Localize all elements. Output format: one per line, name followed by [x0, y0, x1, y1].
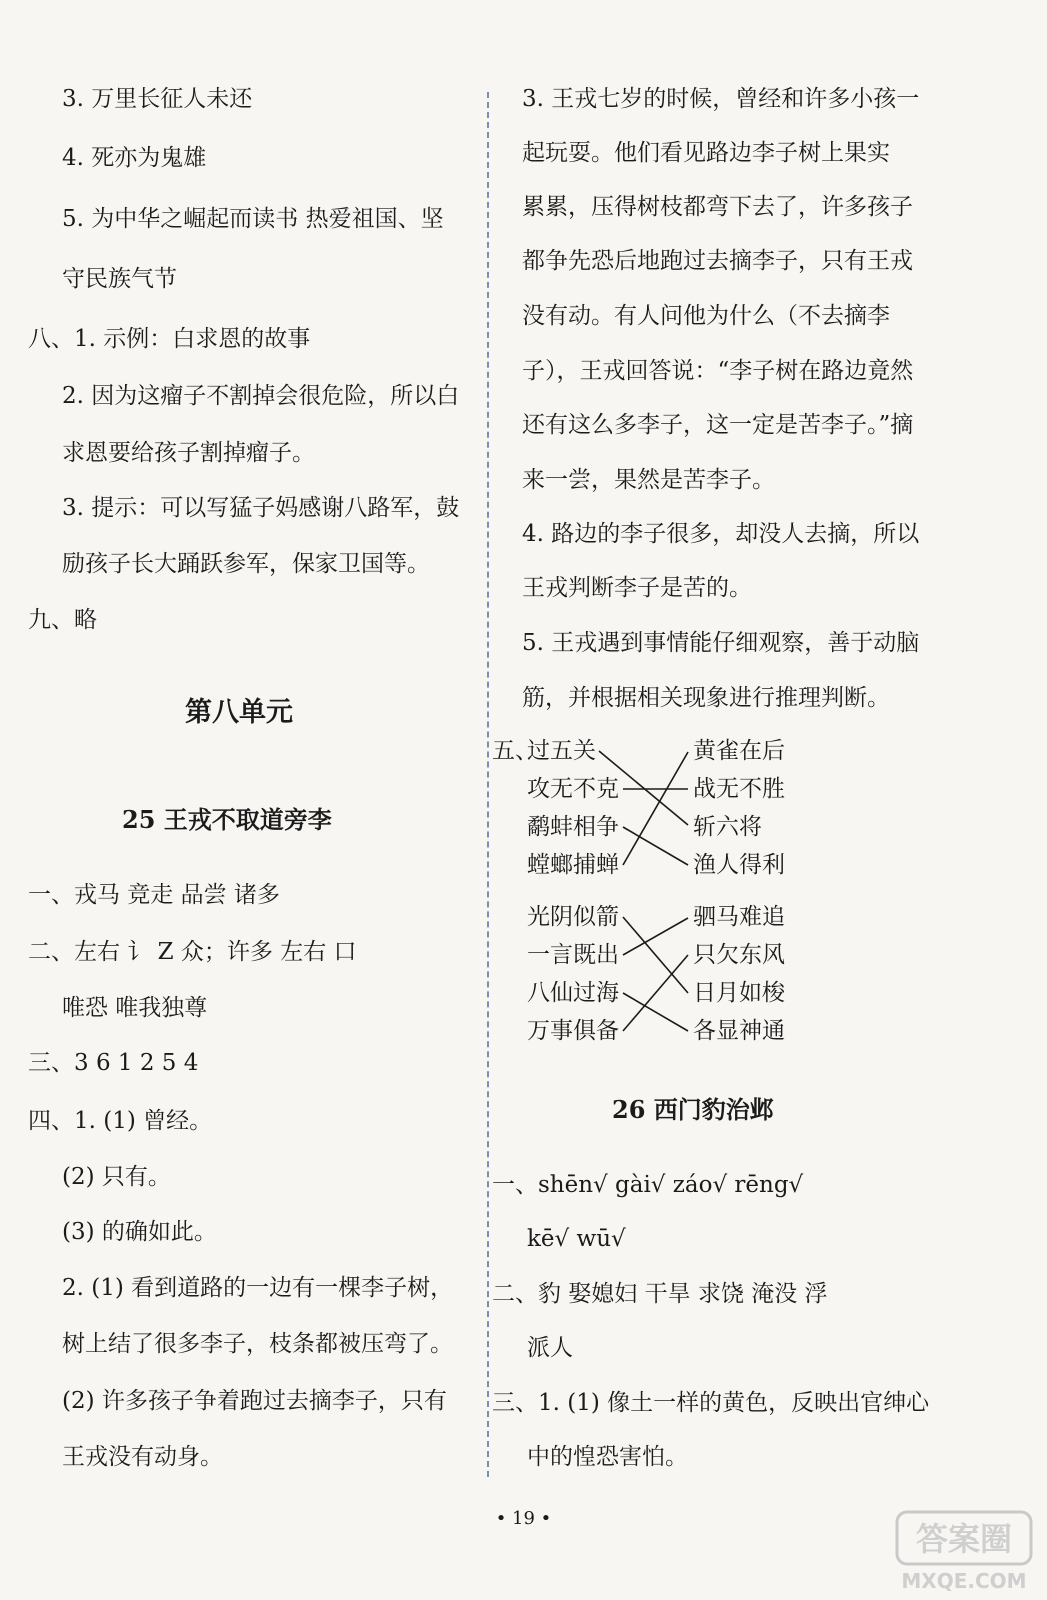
answer-line: kē√ wū√: [527, 1226, 626, 1252]
answer-line: 二、左右 讠 Z 众；许多 左右 口: [28, 939, 357, 965]
answer-line: 三、1. (1) 像土一样的黄色，反映出官绅心: [492, 1390, 930, 1416]
match-right-item: 斩六将: [693, 814, 762, 840]
unit-title: 第八单元: [185, 697, 293, 728]
match-right-item: 渔人得利: [693, 852, 785, 878]
answer-line: 一、戎马 竞走 品尝 诸多: [28, 882, 280, 908]
lesson-title: 26 西门豹治邺: [612, 1095, 774, 1124]
match-left-item: 光阴似箭: [527, 904, 619, 930]
answer-line: 都争先恐后地跑过去摘李子，只有王戎: [522, 248, 913, 274]
answer-line: (2) 只有。: [62, 1164, 171, 1190]
match-right-item: 驷马难追: [693, 904, 785, 930]
match-right-item: 战无不胜: [693, 776, 785, 802]
answer-line: 3. 提示：可以写猛子妈感谢八路军，鼓: [62, 495, 460, 521]
answer-line: 起玩耍。他们看见路边李子树上果实: [522, 140, 890, 166]
page-number: • 19 •: [495, 1508, 552, 1529]
answer-line: 守民族气节: [62, 266, 177, 292]
answer-line: 4. 路边的李子很多，却没人去摘，所以: [522, 521, 920, 547]
match-line: [623, 993, 688, 1031]
answer-line: 4. 死亦为鬼雄: [62, 145, 207, 171]
match-right-item: 日月如梭: [693, 980, 785, 1006]
match-left-item: 八仙过海: [527, 980, 619, 1006]
answer-line: 励孩子长大踊跃参军，保家卫国等。: [62, 551, 430, 577]
answer-line: 一、shēn√ gài√ záo√ rēng√: [492, 1172, 804, 1198]
answer-line: 3. 王戎七岁的时候，曾经和许多小孩一: [522, 86, 920, 112]
answer-line: 子），王戎回答说：“李子树在路边竟然: [522, 358, 914, 384]
match-line: [623, 917, 688, 993]
answer-line: 来一尝，果然是苦李子。: [522, 467, 775, 493]
answer-line: 求恩要给孩子割掉瘤子。: [62, 440, 315, 466]
answer-line: 累累，压得树枝都弯下去了，许多孩子: [522, 194, 913, 220]
answer-line: 八、1. 示例：白求恩的故事: [28, 326, 311, 352]
match-left-item: 过五关: [527, 738, 596, 764]
answer-line: (2) 许多孩子争着跑过去摘李子，只有: [62, 1388, 447, 1414]
answer-line: 3. 万里长征人未还: [62, 86, 253, 112]
answer-line: 九、略: [28, 607, 97, 633]
answer-line: 5. 为中华之崛起而读书 热爱祖国、坚: [62, 206, 444, 232]
answer-line: 2. (1) 看到道路的一边有一棵李子树，: [62, 1275, 454, 1301]
answer-line: 四、1. (1) 曾经。: [28, 1108, 213, 1134]
match-right-item: 各显神通: [693, 1018, 785, 1044]
match-right-item: 只欠东风: [693, 942, 785, 968]
watermark-text: 答案圈: [915, 1520, 1013, 1558]
match-left-item: 万事俱备: [527, 1018, 619, 1044]
answer-line: 二、豹 娶媳妇 干旱 求饶 淹没 浮: [492, 1281, 828, 1307]
match-label: 五、: [492, 738, 538, 764]
answer-line: (3) 的确如此。: [62, 1219, 217, 1245]
answer-line: 还有这么多李子，这一定是苦李子。”摘: [522, 412, 914, 438]
answer-line: 中的惶恐害怕。: [527, 1444, 688, 1470]
answer-line: 筋，并根据相关现象进行推理判断。: [522, 685, 890, 711]
answer-line: 唯恐 唯我独尊: [62, 995, 208, 1021]
answer-line: 没有动。有人问他为什么（不去摘李: [522, 303, 890, 329]
lesson-title: 25 王戎不取道旁李: [122, 805, 332, 834]
watermark-logo: [895, 1510, 1033, 1594]
answer-line: 王戎判断李子是苦的。: [522, 575, 752, 601]
match-line: [623, 918, 688, 955]
answer-line: 王戎没有动身。: [62, 1444, 223, 1470]
match-left-item: 螳螂捕蝉: [527, 852, 619, 878]
watermark-url: MXQE.COM: [901, 1569, 1027, 1593]
match-left-item: 一言既出: [527, 942, 619, 968]
match-right-item: 黄雀在后: [693, 738, 785, 764]
match-left-item: 鹬蚌相争: [527, 814, 619, 840]
match-line: [623, 955, 688, 1031]
answer-line: 5. 王戎遇到事情能仔细观察，善于动脑: [522, 630, 920, 656]
answer-line: 2. 因为这瘤子不割掉会很危险，所以白: [62, 383, 460, 409]
answer-line: 树上结了很多李子，枝条都被压弯了。: [62, 1331, 453, 1357]
answer-line: 派人: [527, 1335, 573, 1361]
answer-line: 三、3 6 1 2 5 4: [28, 1050, 199, 1076]
match-left-item: 攻无不克: [527, 776, 619, 802]
